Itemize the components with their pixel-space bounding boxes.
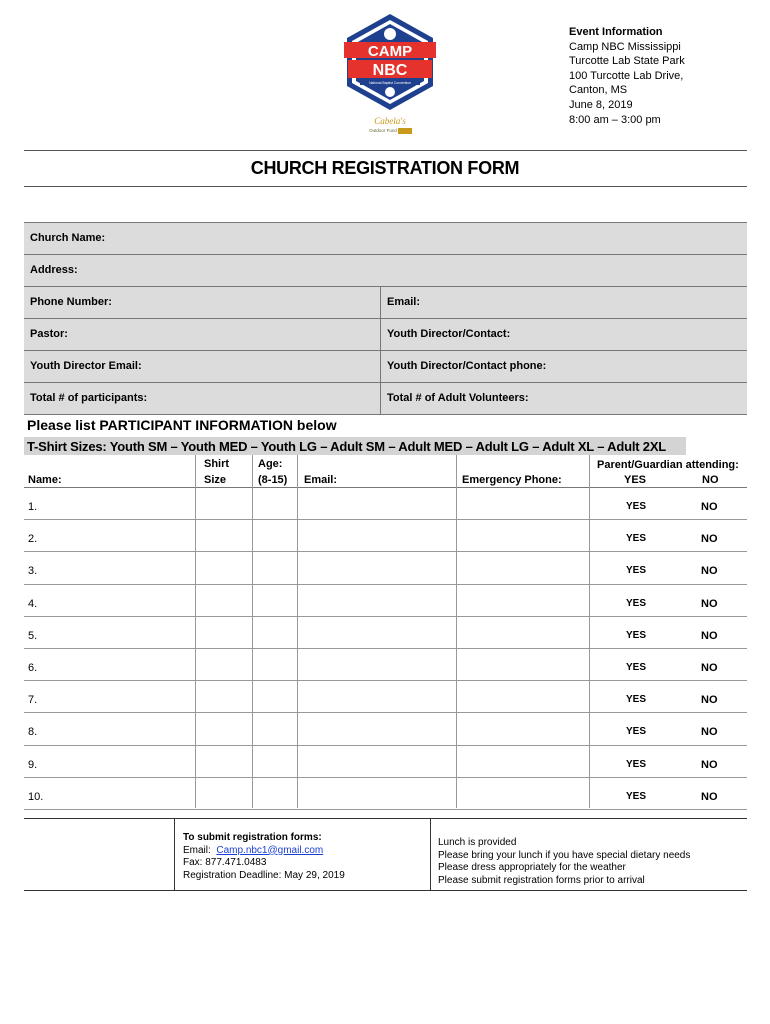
note-line: Please dress appropriately for the weather — [438, 862, 626, 874]
pastor-row — [24, 318, 747, 350]
table-header — [24, 455, 747, 488]
row-number: 6. — [28, 661, 38, 674]
total-adults-field[interactable]: Total # of Adult Volunteers: — [380, 383, 747, 414]
event-line: 8:00 am – 3:00 pm — [569, 113, 661, 126]
table-row[interactable] — [24, 778, 747, 810]
row-number: 3. — [28, 565, 38, 578]
col-age: Age: — [258, 458, 283, 470]
youth-director-row — [24, 350, 747, 382]
note-line: Lunch is provided — [438, 837, 517, 848]
table-row[interactable] — [24, 681, 747, 713]
youth-contact-field[interactable]: Youth Director/Contact: — [380, 319, 747, 350]
row-number: 10. — [28, 790, 44, 803]
notes — [438, 837, 690, 887]
col-divider — [195, 455, 196, 808]
participant-table — [24, 455, 747, 810]
no-option[interactable]: NO — [701, 533, 718, 546]
event-line: Canton, MS — [569, 84, 628, 97]
no-option[interactable]: NO — [701, 597, 718, 610]
submit-info — [183, 832, 345, 882]
yes-option[interactable]: YES — [626, 565, 647, 577]
col-parent: Parent/Guardian attending: — [597, 459, 739, 471]
submit-email-link[interactable]: Camp.nbc1@gmail.com — [216, 844, 324, 856]
address-field[interactable] — [24, 254, 747, 286]
table-row[interactable] — [24, 488, 747, 520]
phone-field[interactable]: Phone Number: — [24, 287, 380, 318]
svg-text:Cabela's: Cabela's — [374, 116, 406, 126]
row-number: 7. — [28, 694, 38, 707]
row-number: 1. — [28, 501, 38, 513]
camp-nbc-logo — [340, 12, 440, 142]
event-line: 100 Turcotte Lab Drive, — [569, 69, 684, 82]
table-row[interactable] — [24, 746, 747, 778]
participant-heading: Please list PARTICIPANT INFORMATION below — [27, 417, 337, 433]
table-row[interactable] — [24, 585, 747, 617]
note-line: Please submit registration forms prior to arrival — [438, 874, 645, 886]
table-row[interactable] — [24, 649, 747, 681]
yes-option[interactable]: YES — [626, 694, 647, 706]
no-option[interactable]: NO — [701, 790, 718, 803]
yes-option[interactable]: YES — [626, 629, 647, 641]
divider — [24, 150, 747, 151]
tshirt-sizes: T-Shirt Sizes: Youth SM – Youth MED – Youth LG – Adult SM – Adult MED – Adult LG – Adult XL – Adult 2XL — [24, 437, 686, 455]
yes-option[interactable]: YES — [626, 790, 647, 802]
svg-text:NBC: NBC — [372, 62, 408, 79]
col-no: NO — [702, 474, 719, 486]
phone-email-row — [24, 286, 747, 318]
yes-option[interactable]: YES — [626, 533, 647, 545]
col-divider — [589, 455, 590, 808]
form-title: CHURCH REGISTRATION FORM — [250, 158, 520, 178]
col-divider — [297, 455, 298, 808]
table-row[interactable] — [24, 520, 747, 552]
yes-option[interactable]: YES — [626, 661, 647, 673]
address-label: Address: — [24, 255, 747, 286]
church-name-field[interactable] — [24, 222, 747, 254]
yes-option[interactable]: YES — [626, 726, 647, 738]
col-emergency: Emergency Phone: — [462, 474, 562, 486]
svg-text:CAMP: CAMP — [367, 43, 413, 60]
event-line: June 8, 2019 — [569, 98, 633, 111]
yes-option[interactable]: YES — [626, 758, 647, 770]
no-option[interactable]: NO — [701, 758, 718, 771]
no-option[interactable]: NO — [701, 629, 718, 642]
col-email: Email: — [304, 474, 338, 486]
event-line: Camp NBC Mississippi — [569, 40, 681, 53]
no-option[interactable]: NO — [701, 565, 718, 578]
row-number: 5. — [28, 629, 38, 642]
col-shirt: Shirt — [204, 458, 230, 470]
table-row[interactable] — [24, 552, 747, 584]
row-number: 2. — [28, 533, 38, 546]
no-option[interactable]: NO — [701, 661, 718, 674]
col-divider — [252, 455, 253, 808]
event-line: Turcotte Lab State Park — [569, 55, 685, 68]
church-name-label: Church Name: — [24, 223, 747, 254]
no-option[interactable]: NO — [701, 726, 718, 739]
no-option[interactable]: NO — [701, 501, 718, 513]
table-row[interactable] — [24, 617, 747, 649]
row-number: 9. — [28, 758, 38, 771]
submit-fax: Fax: 877.471.0483 — [183, 857, 267, 868]
submit-title: To submit registration forms: — [183, 832, 322, 843]
youth-email-field[interactable]: Youth Director Email: — [24, 351, 380, 382]
yes-option[interactable]: YES — [626, 501, 647, 512]
col-yes: YES — [624, 474, 647, 486]
col-size: Size — [204, 474, 227, 486]
event-info-title: Event Information — [569, 26, 663, 38]
svg-text:National Baptist Convention: National Baptist Convention — [369, 81, 411, 85]
event-information — [569, 25, 685, 127]
row-number: 8. — [28, 726, 38, 739]
svg-text:Outdoor Fund: Outdoor Fund — [369, 128, 397, 133]
submit-deadline: Registration Deadline: May 29, 2019 — [183, 869, 345, 881]
col-name: Name: — [28, 474, 62, 486]
table-row[interactable] — [24, 713, 747, 745]
col-age-range: (8-15) — [258, 474, 288, 486]
total-participants-field[interactable]: Total # of participants: — [24, 383, 380, 414]
footer — [24, 818, 747, 891]
totals-row — [24, 382, 747, 414]
no-option[interactable]: NO — [701, 694, 718, 707]
pastor-field[interactable]: Pastor: — [24, 319, 380, 350]
youth-phone-field[interactable]: Youth Director/Contact phone: — [380, 351, 747, 382]
yes-option[interactable]: YES — [626, 597, 647, 609]
divider — [24, 186, 747, 187]
note-line: Please bring your lunch if you have special dietary needs — [438, 849, 691, 861]
submit-email-label: Email: — [183, 844, 211, 856]
church-info-section — [24, 222, 747, 415]
row-number: 4. — [28, 597, 38, 610]
email-field[interactable]: Email: — [380, 287, 747, 318]
col-divider — [456, 455, 457, 808]
